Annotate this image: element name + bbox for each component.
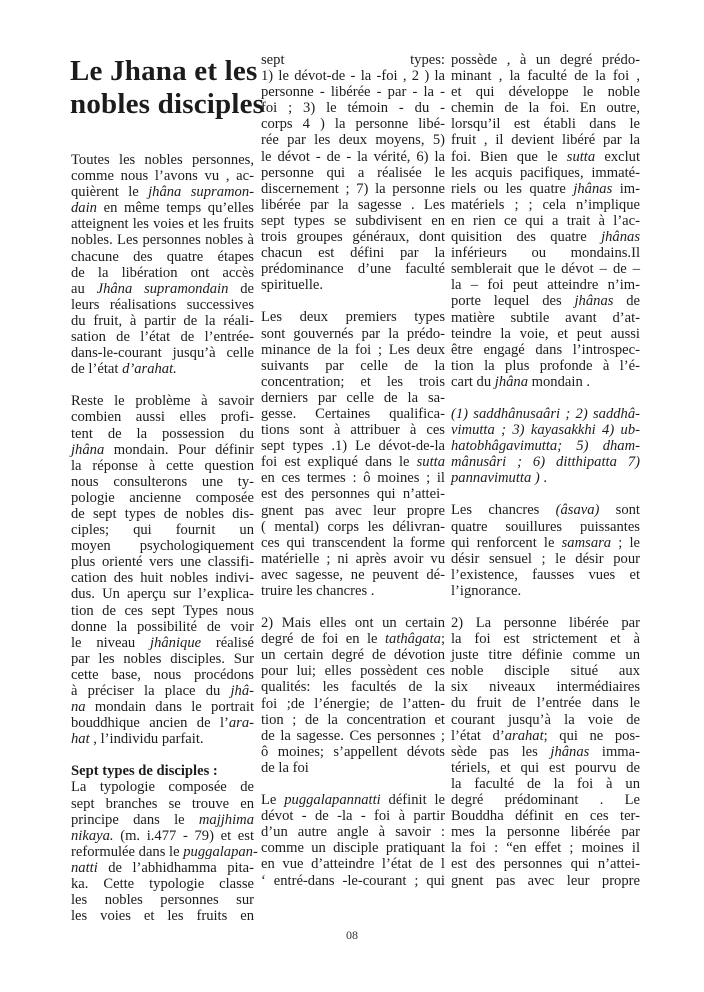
text-line: chacune des quatre étapes [71, 248, 254, 265]
text-line: la réponse à cette question [71, 457, 254, 474]
italic-term: jhânas [601, 229, 640, 246]
italic-term: samsara [561, 534, 612, 551]
text-line: gnent pas avec leur propre [261, 502, 445, 519]
italic-term: jhânique [150, 634, 202, 651]
italic-term: tathâgata [384, 631, 441, 648]
text-line: degré de foi en le tathâgata; [261, 631, 445, 648]
paragraph-seven-types [261, 52, 445, 293]
text-line: concentration; et les trois [261, 373, 445, 390]
text-line: les acquis pacifiques, immaté- [451, 164, 640, 181]
text-line: minance de la foi ; Les deux [261, 341, 445, 358]
text-line: de la foi [261, 759, 309, 776]
text-line: jhâna mondain. Pour définir [71, 441, 254, 458]
text-line: mes la personne libérée par [451, 824, 640, 841]
text-line: qui renforcent le samsara ; le [451, 534, 640, 551]
title-line: nobles disciples [70, 88, 265, 120]
text-line: la foi : “en effet ; moines il [451, 840, 640, 857]
italic-term: jhânas [573, 180, 613, 197]
paragraph-pali-terms [451, 406, 640, 486]
text-line: possède , à un degré prédo- [451, 52, 640, 68]
text-line: être engagé dans l’introspec- [451, 341, 640, 358]
text-line: suivants par celle de la [261, 357, 445, 374]
text-line: avec sagesse, ne peuvent dé- [261, 566, 445, 583]
text-line: la foi est strictement et à [451, 631, 640, 648]
text-line: un certain degré de dévotion [261, 647, 445, 664]
paragraph-faith-path [451, 52, 640, 390]
text-line: courant jusqu’à la voie de [451, 711, 640, 728]
italic-term: vimutta ; 3) kayasakkhi 4) ub- [451, 422, 640, 439]
text-line: ces qui transcendent la forme [261, 534, 445, 551]
text-line: chemin de la foi. En outre, [451, 100, 640, 117]
italic-term: jhâna [71, 441, 105, 458]
text-line: l’existence, fausses vues et [451, 566, 640, 583]
italic-term: jhâna [494, 373, 529, 390]
italic-term: puggalapan- [183, 843, 258, 860]
text-line: leurs réalisations successives [71, 296, 254, 313]
text-line: degré prédominant . Le [451, 792, 640, 809]
text-line: Bouddha définit en ces ter- [451, 808, 640, 825]
text-line: Les deux premiers types [261, 309, 445, 326]
text-line: atteignent les voies et les fruits [71, 216, 254, 233]
text-line: tion ; de la concentration et [261, 711, 445, 728]
text-line: à préciser la place du jhâ- [71, 683, 254, 699]
text-line: na mondain dans le portrait [71, 699, 254, 716]
text-line: minant , la faculté de la foi , [451, 68, 640, 85]
text-line: sept types se subdivisent en [261, 212, 445, 229]
text-line: personne qui a réalisée le [261, 164, 445, 181]
text-line: sept types .1) Le dévot-de-la [261, 438, 445, 455]
text-line: semblerait que le dévot – de – [451, 261, 640, 278]
text-line: sation de l’état de l’entrée- [71, 329, 254, 346]
italic-term: majjhima [198, 811, 254, 828]
italic-term: sutta [416, 454, 445, 471]
text-line: 2) La personne libérée par [451, 615, 640, 631]
italic-term: jhânas [574, 293, 614, 310]
page-number: 08 [346, 928, 358, 942]
text-line: est des personnes qui n’attei- [261, 486, 445, 503]
italic-term: natti [71, 859, 98, 876]
text-line: dans-le-courant jusqu’à celle [71, 345, 254, 362]
text-line [451, 454, 640, 470]
text-line: gnent pas avec leur propre [451, 872, 640, 889]
text-line: ka. Cette typologie classe [71, 876, 254, 893]
text-line: foi. Bien que le sutta exclut [451, 148, 640, 165]
text-line: quièrent le jhâna supramon- [71, 184, 254, 201]
text-line: derniers par celle de la sa- [261, 389, 445, 406]
title-line: Le Jhana et les [70, 55, 258, 87]
text-line: qualités: les facultés de la [261, 679, 445, 696]
text-line: rée par les deux moyens, 5) [261, 132, 445, 149]
text-line: 1) le dévot-de - la -foi , 2 ) la [261, 68, 445, 85]
text-line: l’ignorance. [451, 582, 522, 599]
text-line: Reste le problème à savoir [71, 393, 254, 410]
text-line: ‘ entré-dans -le-courant ; qui [261, 872, 445, 889]
text-line: ( mental) corps les délivran- [261, 518, 445, 535]
text-line [451, 438, 640, 454]
text-line: trois groupes généraux, dont [261, 229, 445, 246]
text-line: inférieurs ou mondains.Il [451, 245, 640, 262]
text-line: tions sont à attribuer à ces [261, 422, 445, 439]
text-line: reformulée dans le puggalapan- [71, 843, 258, 860]
section-heading: Sept types de disciples : [71, 763, 218, 780]
text-line: hat , l’individu parfait. [71, 731, 204, 748]
text-line: matérielle ; ni après avoir vu [261, 550, 445, 567]
text-line: ciples; qui fournit un [71, 522, 254, 539]
text-line: pour lui; elles possèdent ces [261, 663, 445, 680]
text-line: d’un autre angle à savoir : [261, 824, 445, 841]
text-line: est des personnes qui n’attei- [451, 856, 640, 873]
text-line: spirituelle. [261, 277, 324, 294]
text-line: la faculté de la foi à un [451, 775, 640, 792]
text-line: lorsqu’il est établi dans le [451, 116, 640, 133]
text-line: plus orienté vers une classifi- [71, 554, 254, 571]
italic-term: sutta [566, 148, 596, 165]
text-line: teindre la voie, et peut aussi [451, 325, 640, 342]
text-line: juste titre définie comme un [451, 647, 640, 664]
text-line: comme un disciple pratiquant [261, 840, 445, 857]
italic-term: (1) saddhânusaâri ; 2) saddhâ- [451, 405, 640, 422]
text-line: nous consulterons une ty- [71, 473, 254, 490]
text-line: quatre souillures puissantes [451, 518, 640, 535]
italic-term: puggalapannatti [284, 792, 381, 809]
italic-term: hatobhâgavimutta; 5) dham- [451, 438, 640, 455]
text-line: dain en même temps qu’elles [71, 200, 254, 217]
text-line: pannavimutta ) . [451, 470, 548, 487]
text-column-3 [451, 52, 640, 889]
text-line: foi est expliqué dans le sutta [261, 454, 445, 471]
text-line: de la sagesse. Ces personnes ; [261, 727, 445, 744]
text-line: foi ; 3) le témoin - du - [261, 100, 445, 117]
text-line: comme nous l’avons vu , ac- [71, 168, 254, 185]
text-line: principe dans le majjhima [71, 811, 254, 828]
italic-term: mânusâri ; 6) ditthipatta 7) [451, 454, 640, 471]
text-line: nikaya. (m. i.477 - 79) et est [71, 827, 254, 844]
text-line: sède pas les jhânas imma- [451, 743, 641, 760]
text-line: foi ;de l’énergie; de l’atten- [261, 695, 445, 712]
text-line: le niveau jhânique réalisé [71, 634, 254, 651]
text-line: porte lequel des jhânas de [451, 293, 640, 310]
text-line: 2) Mais elles ont un certain [261, 615, 445, 632]
text-line: tion de ces sept Types nous [71, 602, 254, 619]
article-title [70, 55, 265, 121]
text-column-1 [71, 152, 258, 925]
text-line: noble disciple situé aux [451, 663, 640, 680]
paragraph-faith-degree [261, 615, 445, 776]
text-line: libérée par la sagesse . Les [261, 196, 445, 213]
text-line: au Jhâna supramondain de [71, 280, 254, 297]
text-line [451, 422, 640, 438]
text-line: l’état d’arahat; qui ne pos- [451, 727, 640, 744]
text-line: sept types: [261, 52, 445, 68]
text-line: en vue d’atteindre l’état de l [261, 856, 445, 873]
text-line: fruit , il devient libéré par la [451, 132, 640, 149]
text-line: en ces termes : ô moines ; il [261, 470, 445, 487]
text-line: du fruit, à partir de la réali- [71, 312, 254, 329]
italic-term: ara- [228, 715, 254, 732]
text-line: six niveaux intermédiaires [451, 679, 640, 696]
text-line: moyen psychologiquement [71, 538, 254, 555]
text-line: en rien ce qui a trait à l’ac- [451, 212, 640, 229]
italic-term: jhâ- [230, 683, 254, 699]
text-line: cette base, nous procédons [71, 666, 254, 683]
italic-term: pannavimutta ) [451, 470, 540, 487]
italic-term: arahat [504, 727, 544, 744]
text-line: combien aussi elles profi- [71, 409, 254, 426]
text-line: sept branches se trouve en [71, 795, 254, 812]
text-line: de la libération ont accès [71, 264, 254, 281]
text-line: riels ou les quatre jhânas im- [451, 180, 640, 197]
italic-term: na [71, 699, 86, 716]
text-line: dévot - de -la - foi à partir [261, 808, 445, 825]
text-column-2 [261, 52, 445, 889]
italic-term: nikaya. [71, 827, 114, 844]
text-line: cation des huit nobles indivi- [71, 570, 254, 587]
text-line: prédominance d’une faculté [261, 261, 445, 278]
text-line: Le puggalapannatti définit le [261, 792, 445, 809]
text-line: nobles. Les personnes nobles à [71, 232, 254, 249]
text-line: pologie ancienne composée [71, 489, 254, 506]
text-line: tion la plus profonde à l’é- [451, 357, 640, 374]
italic-term: hat [71, 731, 90, 748]
text-line: de l’état d’arahat. [71, 361, 177, 378]
text-line: par les nobles disciples. Sur [71, 650, 254, 667]
text-line: La typologie composée de [71, 779, 254, 796]
paragraph-problem [71, 393, 254, 747]
italic-term: (âsava) [555, 502, 600, 519]
text-line: de sept types de nobles dis- [71, 505, 254, 522]
italic-term: supramon- [190, 184, 254, 201]
text-line: corps 4 ) la personne libé- [261, 116, 445, 133]
text-line: personne - libérée - par - la - [261, 84, 445, 101]
text-line: truire les chancres . [261, 583, 375, 599]
text-line: gesse. Certaines qualifica- [261, 405, 445, 422]
paragraph-first-types [261, 309, 445, 599]
text-line: quisition des quatre jhânas [451, 229, 640, 246]
text-line: matériels ; ; cela n’implique [451, 196, 640, 213]
text-line: désir sensuel ; le désir pour [451, 550, 640, 567]
text-line: dus. Un aperçu sur l’explica- [71, 586, 254, 603]
paragraph-typology [71, 779, 258, 925]
text-line: Les chancres (âsava) sont [451, 502, 640, 519]
text-line: ô moines; s’appellent dévots [261, 743, 445, 760]
text-line: donne la possibilité de voir [71, 618, 254, 635]
text-line: matière subtile avant d’at- [451, 309, 640, 326]
text-line: tériels, et qui est pourvu de [451, 759, 640, 776]
text-line: discernement ; 7) la personne [261, 180, 445, 197]
paragraph-puggalapannatti [261, 792, 445, 889]
text-line: les voies et les fruits en [71, 908, 254, 925]
text-line: cart du jhâna mondain . [451, 373, 591, 390]
text-line: bouddhique ancien de l’ara- [71, 715, 254, 732]
text-line: natti de l’abhidhamma pita- [71, 859, 254, 876]
paragraph-intro [71, 152, 254, 377]
italic-term: dain [71, 200, 97, 217]
text-line: les nobles personnes sur [71, 892, 254, 909]
italic-term: jhâna [148, 184, 182, 201]
text-line: du fruit de l’entrée dans le [451, 695, 640, 712]
text-line: la – foi peut atteindre n’im- [451, 277, 640, 294]
italic-term: jhânas [550, 743, 590, 760]
text-line: sont gouvernés par la prédo- [261, 325, 445, 342]
text-line: Toutes les nobles personnes, [71, 152, 254, 168]
paragraph-chancres [451, 502, 640, 599]
text-line: chacun est défini par la [261, 245, 445, 262]
italic-term: d’arahat. [122, 361, 177, 378]
paragraph-liberated-by-faith [451, 615, 640, 889]
text-line: tent de la possession du [71, 425, 254, 442]
italic-term: Jhâna supramondain [96, 280, 229, 297]
text-line: le dévot - de - la vérité, 6) la [261, 148, 445, 165]
text-line [451, 406, 640, 422]
text-line: et qui développe le noble [451, 84, 640, 101]
